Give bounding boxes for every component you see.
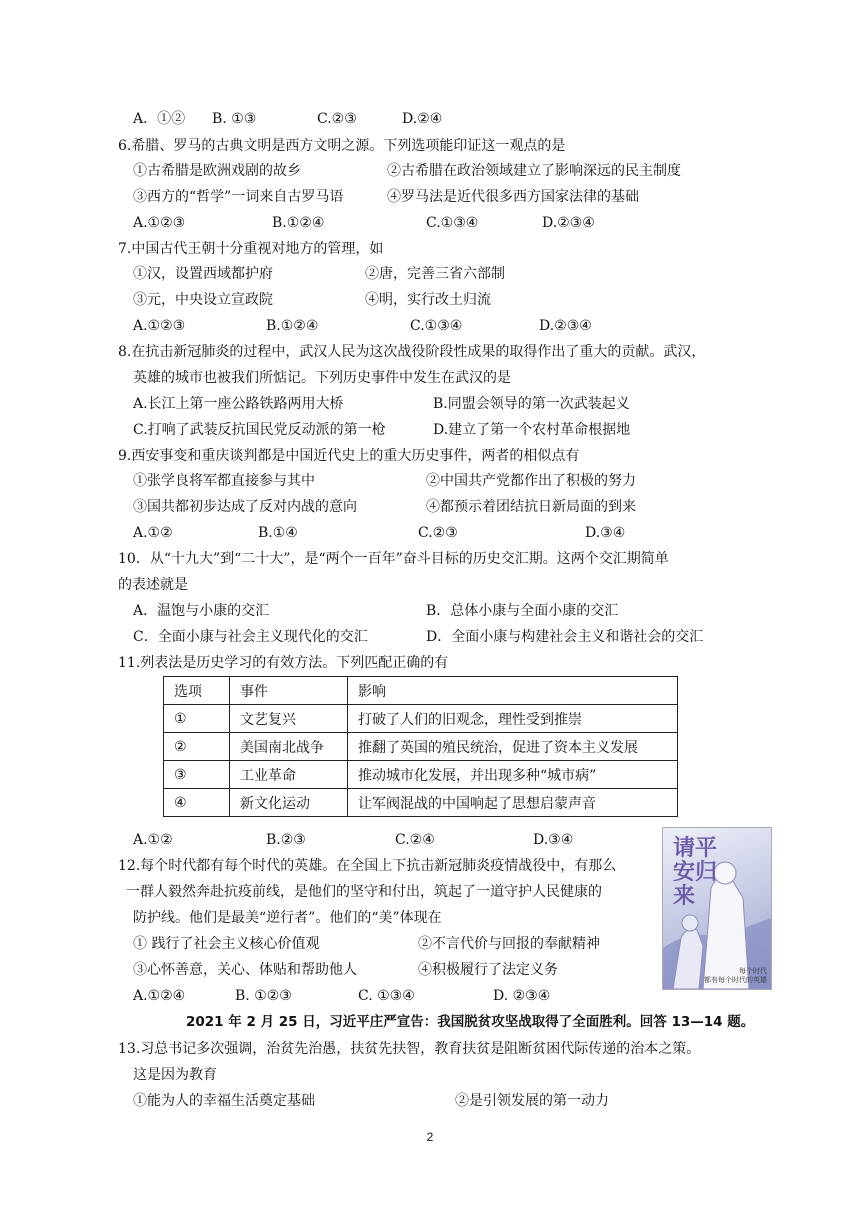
q10-option-a: A．温饱与小康的交汇 — [133, 603, 270, 619]
q9-item-1: ①张学良将军都直接参与其中 — [133, 473, 315, 489]
q11-option-b: B.②③ — [266, 832, 306, 848]
poster-caption-line-1: 每个时代 — [739, 967, 767, 975]
q12-option-a: A.①②④ — [133, 988, 186, 1004]
table-cell: ③ — [164, 761, 230, 789]
q6-item-1: ①古希腊是欧洲戏剧的故乡 — [133, 163, 301, 179]
q11-table — [163, 676, 678, 817]
q7-stem: 7.中国古代王朝十分重视对地方的管理，如 — [118, 241, 384, 257]
q6-item-2: ②古希腊在政治领域建立了影响深远的民主制度 — [387, 163, 681, 179]
q9-stem: 9.西安事变和重庆谈判都是中国近代史上的重大历史事件，两者的相似点有 — [118, 448, 580, 464]
q9-item-3: ③国共都初步达成了反对内战的意向 — [133, 499, 357, 515]
q9-option-b: B.①④ — [258, 525, 298, 541]
q8-stem-line-1: 8.在抗击新冠肺炎的过程中，武汉人民为这次战役阶段性成果的取得作出了重大的贡献。武汉， — [118, 344, 706, 360]
table-cell: 推翻了英国的殖民统治，促进了资本主义发展 — [348, 733, 678, 761]
poster-image — [662, 827, 772, 990]
table-cell: ① — [164, 705, 230, 733]
table-row — [164, 733, 678, 761]
q7-item-1: ①汉，设置西域都护府 — [133, 266, 273, 282]
section-intro: 2021 年 2 月 25 日，习近平庄严宣告：我国脱贫攻坚战取得了全面胜利。回答 13—14 题。 — [186, 1014, 755, 1030]
table-header-cell: 事件 — [230, 677, 348, 705]
q8-option-c: C.打响了武装反抗国民党反动派的第一枪 — [133, 422, 386, 438]
q11-option-c: C.②④ — [395, 832, 435, 848]
q7-item-3: ③元，中央设立宣政院 — [133, 292, 273, 308]
q10-option-d: D．全面小康与构建社会主义和谐社会的交汇 — [426, 629, 704, 645]
q9-item-2: ②中国共产党都作出了积极的努力 — [426, 473, 636, 489]
poster-caption — [697, 967, 767, 985]
table-cell: 文艺复兴 — [230, 705, 348, 733]
q7-option-b: B.①②④ — [266, 318, 319, 334]
q9-option-a: A.①② — [133, 525, 173, 541]
poster-title: 请平安归来 — [673, 835, 718, 909]
page-number: 2 — [426, 1130, 434, 1144]
q12-stem-line-2: 一群人毅然奔赴抗疫前线，是他们的坚守和付出，筑起了一道守护人民健康的 — [126, 884, 602, 900]
q10-option-b: B．总体小康与全面小康的交汇 — [426, 603, 619, 619]
q9-item-4: ④都预示着团结抗日新局面的到来 — [426, 499, 636, 515]
table-row — [164, 705, 678, 733]
q6-option-d: D.②③④ — [542, 215, 595, 231]
table-cell: 美国南北战争 — [230, 733, 348, 761]
q10-stem-line-1: 10．从“十九大”到“二十大”，是“两个一百年”奋斗目标的历史交汇期。这两个交汇期简单 — [118, 551, 669, 567]
q12-item-2: ②不言代价与回报的奉献精神 — [418, 936, 600, 952]
q11-stem: 11.列表法是历史学习的有效方法。下列匹配正确的有 — [118, 655, 449, 671]
q8-option-a: A.长江上第一座公路铁路两用大桥 — [133, 396, 344, 412]
q9-option-c: C.②③ — [418, 525, 458, 541]
q6-option-b: B.①②④ — [272, 215, 325, 231]
q11-option-a: A.①② — [133, 832, 173, 848]
q13-stem-line-1: 13.习总书记多次强调，治贫先治愚，扶贫先扶智，教育扶贫是阻断贫困代际传递的治本之策。 — [118, 1041, 701, 1057]
q9-option-d: D.③④ — [585, 525, 626, 541]
table-cell: ② — [164, 733, 230, 761]
q8-stem-line-2: 英雄的城市也被我们所惦记。下列历史事件中发生在武汉的是 — [133, 370, 511, 386]
q5-option-a: A．①② — [133, 111, 186, 127]
q12-item-3: ③心怀善意，关心、体贴和帮助他人 — [133, 962, 357, 978]
table-row — [164, 761, 678, 789]
q12-option-b: B. ①②③ — [235, 988, 292, 1004]
q6-item-3: ③西方的“哲学”一词来自古罗马语 — [133, 189, 344, 205]
q7-option-d: D.②③④ — [539, 318, 592, 334]
table-row — [164, 789, 678, 817]
q12-item-4: ④积极履行了法定义务 — [418, 962, 558, 978]
table-cell: 新文化运动 — [230, 789, 348, 817]
q6-item-4: ④罗马法是近代很多西方国家法律的基础 — [387, 189, 639, 205]
q11-option-d: D.③④ — [533, 832, 574, 848]
q5-option-b: B. ①③ — [212, 111, 257, 127]
q13-stem-line-2: 这是因为教育 — [133, 1067, 217, 1083]
q12-option-d: D. ②③④ — [493, 988, 551, 1004]
q7-option-c: C.①③④ — [410, 318, 463, 334]
q8-option-d: D.建立了第一个农村革命根据地 — [433, 422, 631, 438]
table-cell: 让军阀混战的中国响起了思想启蒙声音 — [348, 789, 678, 817]
q12-item-1: ① 践行了社会主义核心价值观 — [133, 936, 320, 952]
q5-option-c: C.②③ — [317, 111, 357, 127]
q13-item-2: ②是引领发展的第一动力 — [455, 1093, 609, 1109]
table-cell: ④ — [164, 789, 230, 817]
q12-stem-line-3: 防护线。他们是最美“逆行者”。他们的“美”体现在 — [133, 910, 442, 926]
table-cell: 推动城市化发展，并出现多种“城市病” — [348, 761, 678, 789]
q7-option-a: A.①②③ — [133, 318, 186, 334]
table-header-row — [164, 677, 678, 705]
q12-option-c: C. ①③④ — [358, 988, 415, 1004]
q5-option-d: D.②④ — [402, 111, 443, 127]
table-header-cell: 影响 — [348, 677, 678, 705]
poster-caption-line-2: 都有每个时代的英雄 — [704, 976, 767, 984]
table-header-cell: 选项 — [164, 677, 230, 705]
q10-option-c: C．全面小康与社会主义现代化的交汇 — [133, 629, 368, 645]
table-cell: 打破了人们的旧观念，理性受到推崇 — [348, 705, 678, 733]
table-cell: 工业革命 — [230, 761, 348, 789]
q6-option-a: A.①②③ — [133, 215, 186, 231]
q13-item-1: ①能为人的幸福生活奠定基础 — [133, 1093, 315, 1109]
q7-item-2: ②唐，完善三省六部制 — [365, 266, 505, 282]
q7-item-4: ④明，实行改土归流 — [365, 292, 491, 308]
q6-option-c: C.①③④ — [426, 215, 479, 231]
q6-stem: 6.希腊、罗马的古典文明是西方文明之源。下列选项能印证这一观点的是 — [118, 138, 566, 154]
q10-stem-line-2: 的表述就是 — [118, 577, 188, 593]
q8-option-b: B.同盟会领导的第一次武装起义 — [433, 396, 630, 412]
q12-stem-line-1: 12.每个时代都有每个时代的英雄。在全国上下抗击新冠肺炎疫情战役中，有那么 — [118, 858, 617, 874]
